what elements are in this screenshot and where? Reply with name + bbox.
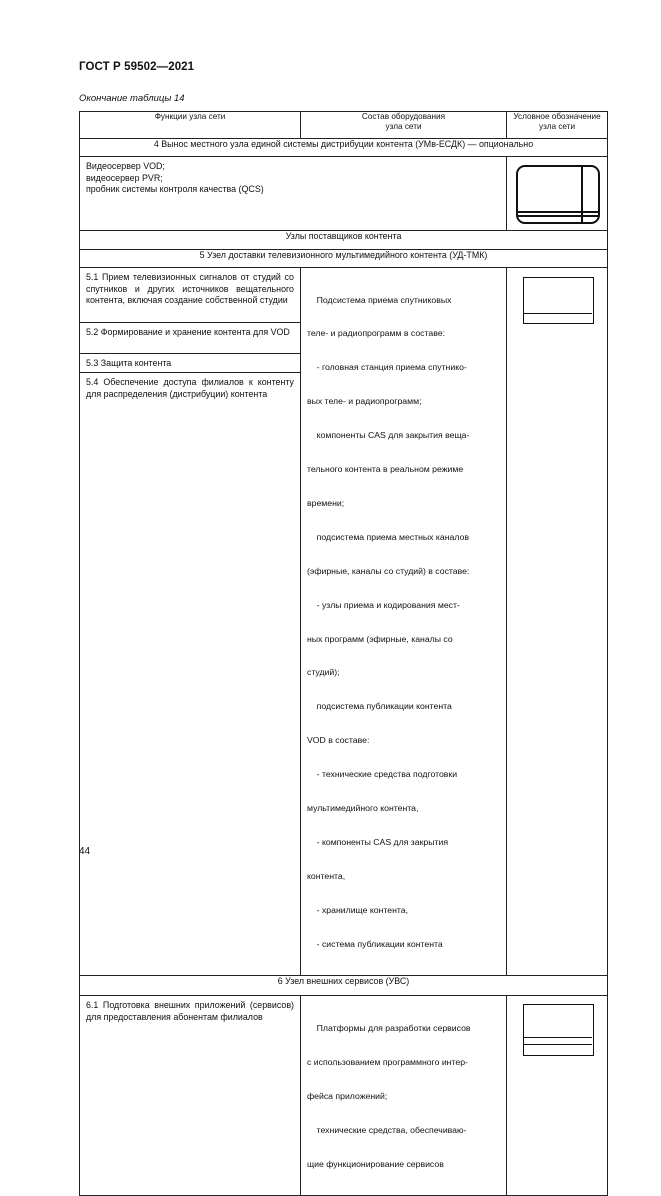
equipment-line: компоненты CAS для закрытия веща- <box>307 430 470 441</box>
section6-function-cell <box>80 996 301 1196</box>
equipment-table <box>79 111 608 1196</box>
col-header-symbol <box>507 112 608 139</box>
function-5-1: 5.1 Прием телевизионных сигналов от студий со спутников и других источников вещательного контента, включая создание собственной студии <box>86 272 294 306</box>
equipment-line: - хранилище контента, <box>307 904 409 915</box>
section-row <box>80 976 608 996</box>
equipment-line: (эфирные, каналы со студий) в составе: <box>307 565 470 576</box>
table-caption: Окончание таблицы 14 <box>79 93 185 104</box>
table-row <box>80 996 608 1196</box>
function-5-3: 5.3 Защита контента <box>86 358 172 368</box>
section4-line: видеосервер PVR; <box>86 172 163 183</box>
function-5-4: 5.4 Обеспечение доступа филиалов к контенту для распределения (дистрибуции) контента <box>86 377 294 399</box>
equipment-line: Платформы для разработки сервисов <box>307 1023 471 1033</box>
equipment-line: - система публикации контента <box>307 938 443 949</box>
section4-line: пробник системы контроля качества (QCS) <box>86 184 264 195</box>
equipment-line: контента, <box>307 870 346 881</box>
section4-line: Видеосервер VOD; <box>86 161 165 171</box>
section6-symbol-cell <box>507 996 608 1196</box>
col-header-symbol-line1: Условное обозначение <box>513 112 601 121</box>
section5-symbol-cell <box>507 268 608 976</box>
equipment-line: щие функционирование сервисов <box>307 1158 444 1169</box>
equipment-line: VOD в составе: <box>307 735 370 746</box>
section4-title: 4 Вынос местного узла единой системы дистрибуции контента (УМв-ЕСДК) — опционально <box>80 139 608 157</box>
section5-equipment-cell <box>301 268 507 976</box>
document-standard-title: ГОСТ Р 59502—2021 <box>79 61 195 73</box>
table-row <box>80 157 608 231</box>
col-header-equipment <box>301 112 507 139</box>
equipment-line: Подсистема приема спутниковых <box>307 294 452 305</box>
col-header-equipment-line2: узла сети <box>385 122 422 132</box>
section-row <box>80 231 608 250</box>
section5-title: 5 Узел доставки телевизионного мультимедийного контента (УД-ТМК) <box>80 250 608 268</box>
equipment-line: с использованием программного интер- <box>307 1056 468 1067</box>
equipment-line: - узлы приема и кодирования мест- <box>307 599 460 610</box>
page-number: 44 <box>79 846 91 857</box>
equipment-line: - компоненты CAS для закрытия <box>307 836 449 847</box>
section5-functions-cell <box>80 268 301 976</box>
table-header-row <box>80 112 608 139</box>
function-5-2: 5.2 Формирование и хранение контента для VOD <box>86 327 290 337</box>
col-header-functions-label: Функции узла сети <box>154 112 226 121</box>
uvs-node-symbol <box>523 1004 594 1056</box>
col-header-equipment-line1: Состав оборудования <box>361 112 446 121</box>
equipment-line: подсистема приема местных каналов <box>307 531 469 542</box>
equipment-line: тельного контента в реальном режиме <box>307 464 464 475</box>
umv-esdk-node-symbol <box>516 165 600 224</box>
function-6-1: 6.1 Подготовка внешних приложений (сервисов) для предоставления абонентам филиалов <box>86 1000 294 1022</box>
section-row <box>80 250 608 268</box>
col-header-symbol-line2: узла сети <box>538 122 576 132</box>
ud-tmk-node-symbol <box>523 277 594 324</box>
equipment-line: ных программ (эфирные, каналы со <box>307 633 453 644</box>
table-row <box>80 268 608 976</box>
equipment-line: студий); <box>307 667 340 678</box>
providers-title: Узлы поставщиков контента <box>80 231 608 250</box>
section4-symbol-cell <box>507 157 608 231</box>
section6-title: 6 Узел внешних сервисов (УВС) <box>80 976 608 996</box>
equipment-line: - головная станция приема спутнико- <box>307 362 467 373</box>
equipment-line: мультимедийного контента, <box>307 802 419 813</box>
section6-equipment-cell <box>301 996 507 1196</box>
equipment-line: теле- и радиопрограмм в составе: <box>307 328 445 339</box>
equipment-line: времени; <box>307 497 345 508</box>
equipment-line: - технические средства подготовки <box>307 769 458 780</box>
equipment-line: вых теле- и радиопрограмм; <box>307 396 422 407</box>
equipment-line: подсистема публикации контента <box>307 701 452 712</box>
section4-equipment-cell <box>80 157 507 231</box>
col-header-functions <box>80 112 301 139</box>
equipment-line: фейса приложений; <box>307 1090 388 1101</box>
section-row <box>80 139 608 157</box>
equipment-line: технические средства, обеспечиваю- <box>307 1124 467 1135</box>
